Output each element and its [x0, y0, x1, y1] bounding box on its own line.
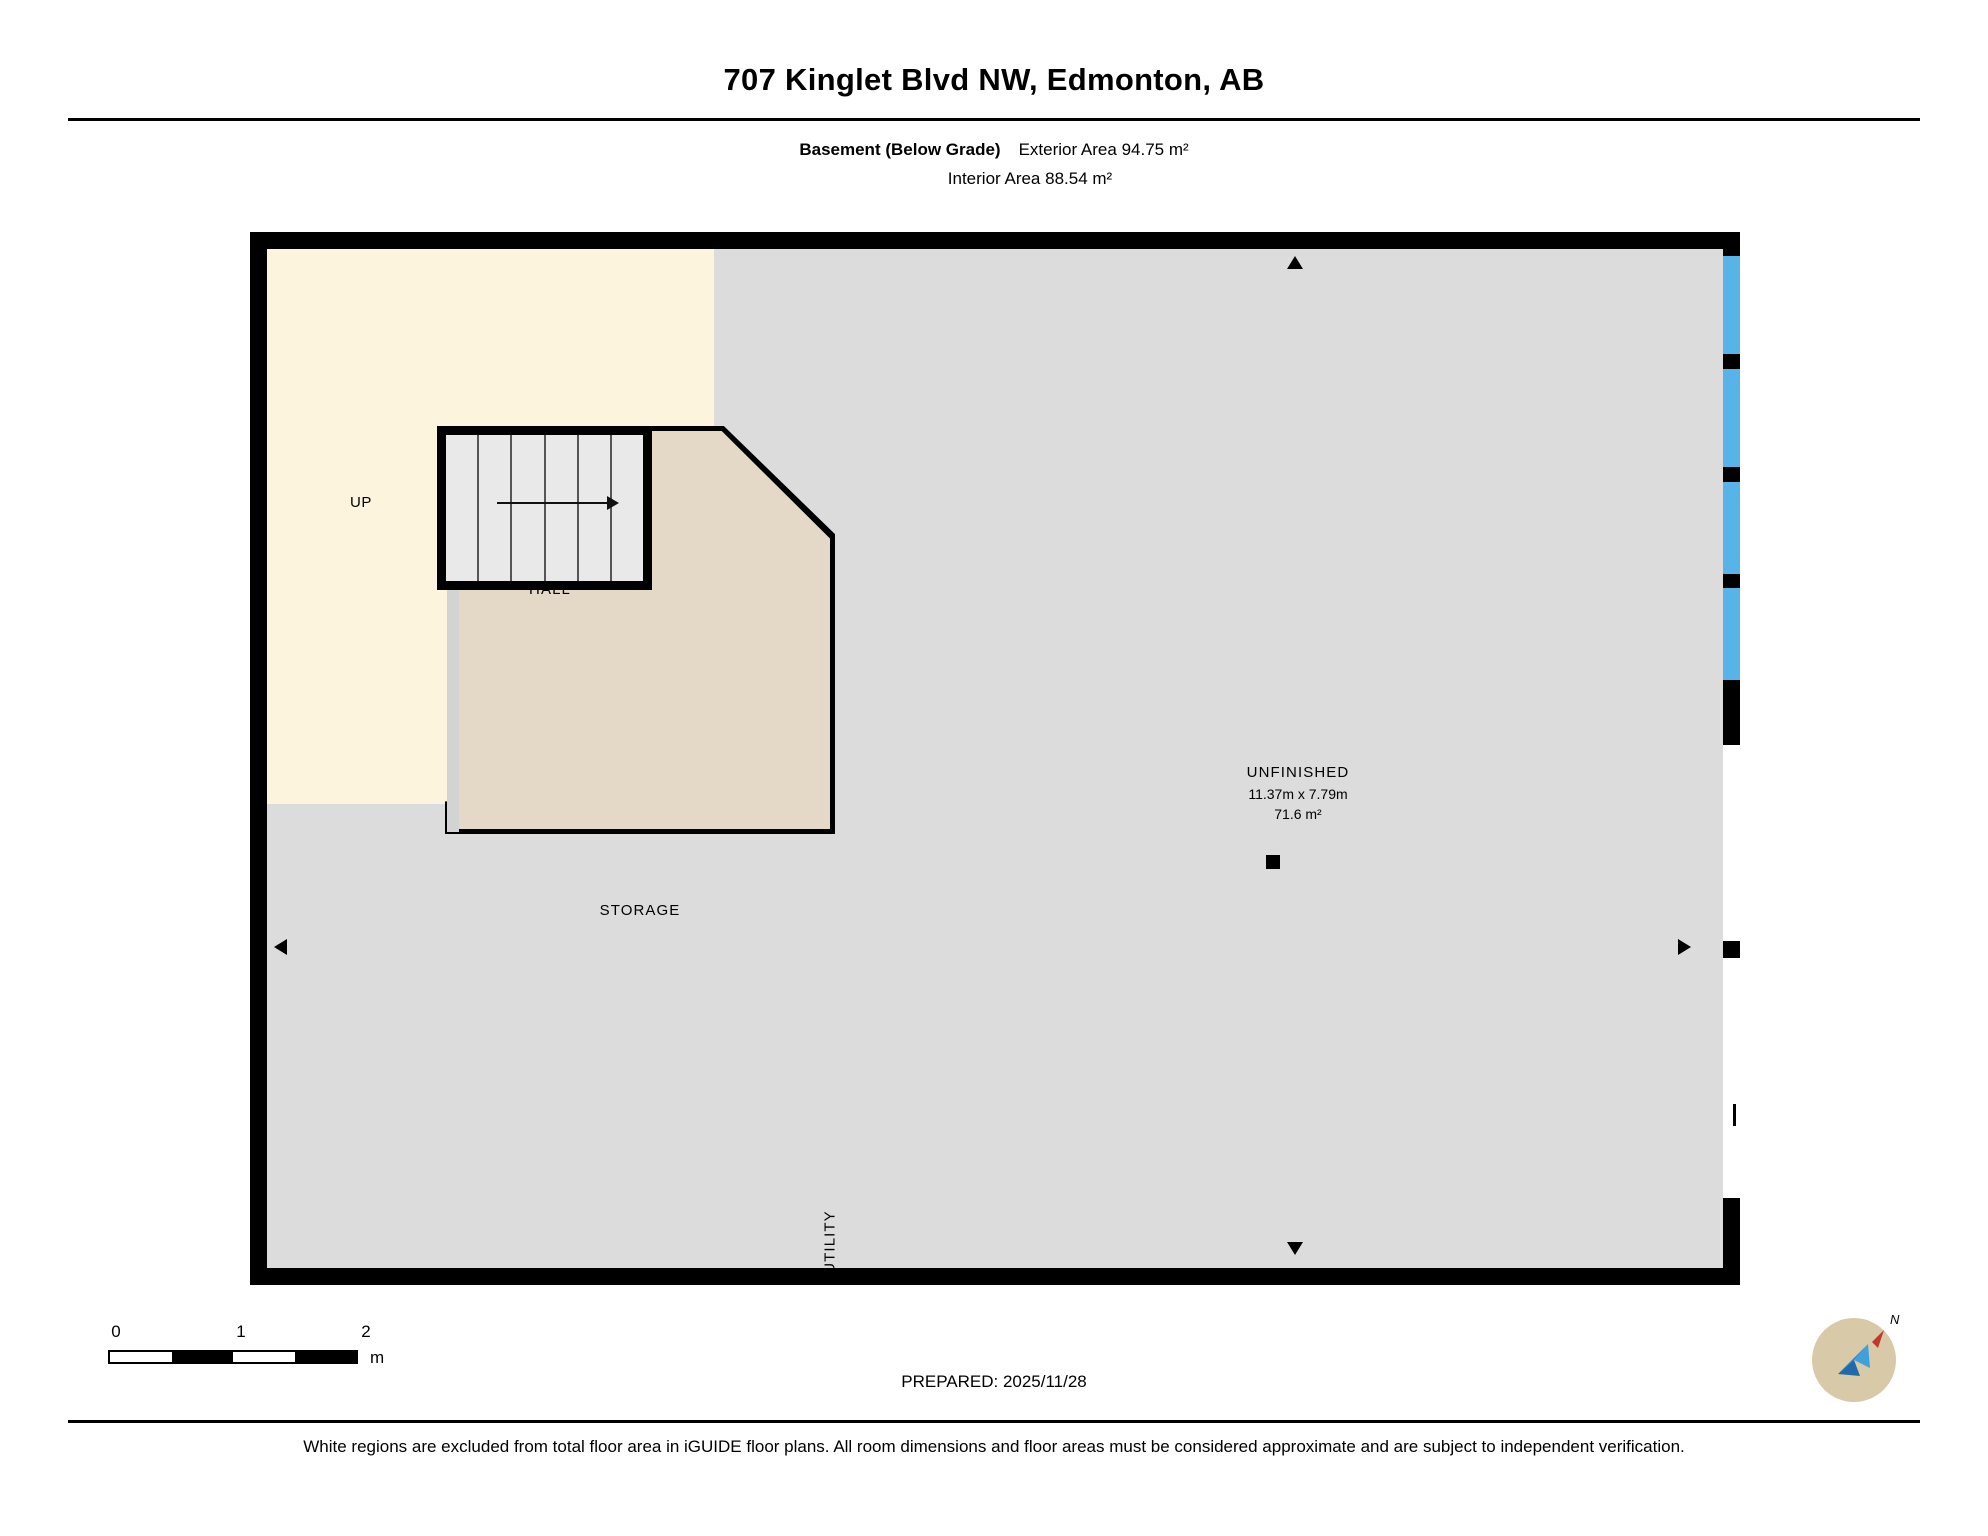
scale-segment — [110, 1352, 172, 1362]
dimension-arrow-right-icon — [1678, 939, 1691, 955]
disclaimer-text: White regions are excluded from total floor area in iGUIDE floor plans. All room dimensions and floor areas must be considered approximate and are subject to independent verification. — [303, 1437, 1685, 1456]
dimension-arrow-left-icon — [274, 939, 287, 955]
scale-segment — [233, 1352, 295, 1362]
floor-plan — [250, 232, 1740, 1285]
compass-north-label: N — [1890, 1312, 1900, 1327]
scale-segment — [295, 1352, 357, 1362]
scale-tick-1: 1 — [236, 1322, 246, 1341]
room-label-unfinished: UNFINISHED — [1246, 764, 1350, 781]
staircase — [437, 426, 652, 590]
room-label-utility: UTILITY — [821, 1210, 839, 1274]
title-divider — [68, 118, 1920, 121]
wall-opening — [1723, 745, 1740, 941]
window-icon — [1723, 482, 1740, 574]
room-label-hall: HALL — [529, 581, 571, 598]
wall-opening — [1723, 958, 1740, 1198]
stair-direction-arrow-icon — [497, 502, 617, 504]
scale-tick-2: 2 — [361, 1322, 371, 1341]
stair-tread — [546, 435, 579, 581]
unfinished-area: 71.6 m² — [1274, 806, 1322, 823]
window-icon — [1723, 588, 1740, 680]
scale-unit-label: m — [370, 1348, 385, 1367]
dimension-arrow-up-icon — [1287, 256, 1303, 269]
unfinished-dimensions: 11.37m x 7.79m — [1248, 785, 1348, 802]
stair-tread — [479, 435, 512, 581]
storage-side-strip — [447, 584, 459, 832]
scale-bar — [108, 1322, 385, 1367]
area-summary — [0, 140, 1988, 189]
footer-divider — [68, 1420, 1920, 1423]
exterior-area: Exterior Area 94.75 m² — [1018, 140, 1189, 159]
window-icon — [1723, 256, 1740, 354]
door-jamb-tick — [1733, 1104, 1736, 1126]
dimension-arrow-down-icon — [1287, 1242, 1303, 1255]
interior-area: Interior Area 88.54 m² — [947, 169, 1113, 188]
scale-segment — [172, 1352, 234, 1362]
level-label: Basement (Below Grade) — [799, 140, 1001, 159]
prepared-date: PREPARED: 2025/11/28 — [901, 1372, 1087, 1391]
unfinished-room-block — [1247, 762, 1350, 824]
stair-tread — [512, 435, 545, 581]
stairs-up-label: UP — [350, 494, 373, 511]
scale-bar-graphic — [108, 1350, 358, 1364]
room-label-storage: STORAGE — [599, 902, 681, 919]
compass-rose-icon — [1812, 1312, 1900, 1402]
center-marker-icon — [1266, 855, 1280, 869]
compass-needle-icon — [1812, 1318, 1896, 1402]
stair-tread — [446, 435, 479, 581]
scale-tick-0: 0 — [111, 1322, 121, 1341]
page-title: 707 Kinglet Blvd NW, Edmonton, AB — [723, 62, 1265, 97]
window-icon — [1723, 369, 1740, 467]
